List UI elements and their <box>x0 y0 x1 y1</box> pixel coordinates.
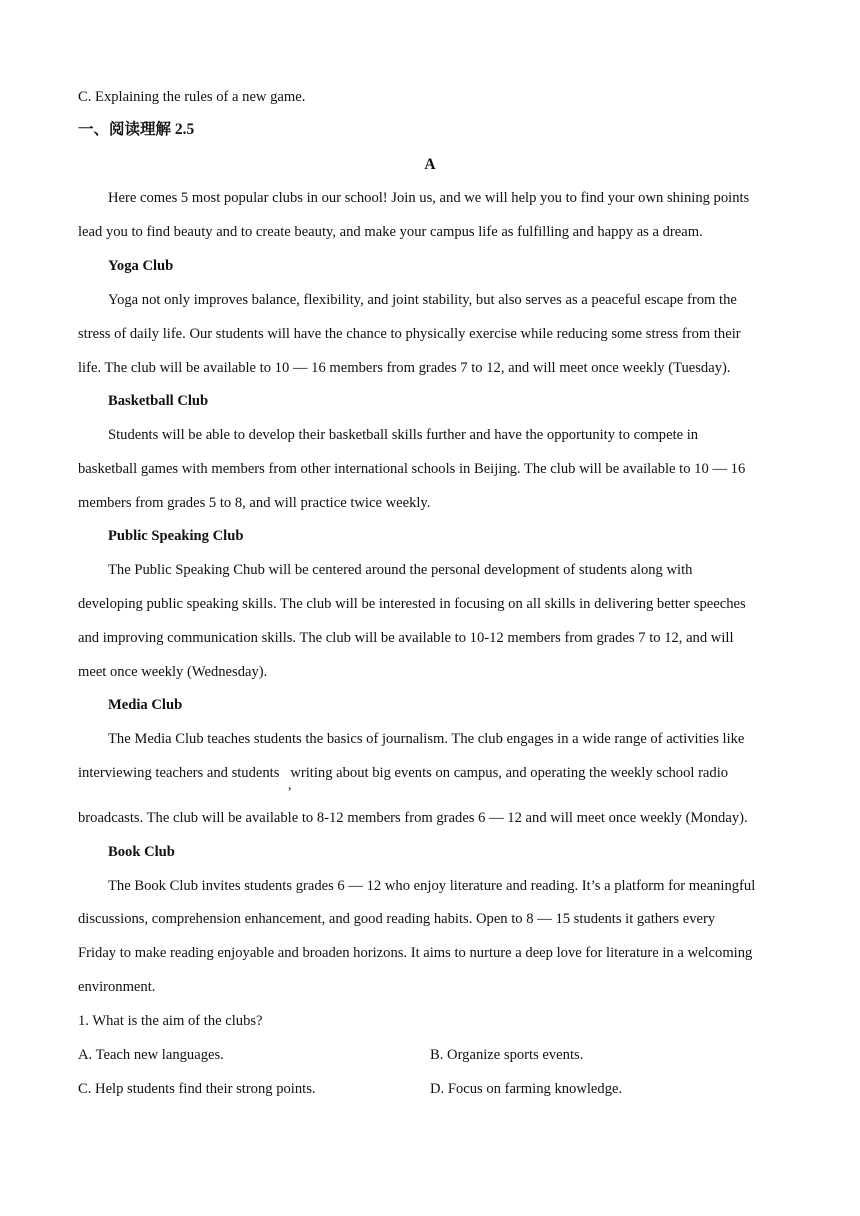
club-description-line: Students will be able to develop their basketball skills further and have the opportunity to compete in <box>108 427 699 443</box>
club-description-line: discussions, comprehension enhancement, and good reading habits. Open to 8 — 15 students it gathers every <box>78 911 716 927</box>
club-title: Yoga Club <box>108 258 174 274</box>
answer-option-a: A. Teach new languages. <box>78 1047 224 1063</box>
passage-letter: A <box>424 156 436 173</box>
intro-line: lead you to find beauty and to create beauty, and make your campus life as fulfilling and happy as a dream. <box>78 224 703 240</box>
question-stem: 1. What is the aim of the clubs? <box>78 1013 263 1029</box>
club-title: Basketball Club <box>108 393 209 409</box>
previous-option-c: C. Explaining the rules of a new game. <box>78 89 306 105</box>
club-description-line: environment. <box>78 979 156 995</box>
club-description-line: Friday to make reading enjoyable and broaden horizons. It aims to nurture a deep love for literature in a welcoming <box>78 945 753 961</box>
intro-line: Here comes 5 most popular clubs in our school! Join us, and we will help you to find your own shining points <box>108 190 750 206</box>
club-description-line: stress of daily life. Our students will have the chance to physically exercise while reducing some stress from their <box>78 326 741 342</box>
club-description-line: life. The club will be available to 10 — 16 members from grades 7 to 12, and will meet once weekly (Tuesday). <box>78 360 731 376</box>
club-title: Media Club <box>108 697 183 713</box>
club-description-line: members from grades 5 to 8, and will practice twice weekly. <box>78 495 431 511</box>
club-title: Book Club <box>108 844 175 860</box>
club-description-line: broadcasts. The club will be available to 8-12 members from grades 6 — 12 and will meet once weekly (Monday). <box>78 810 748 826</box>
section-heading: 一、阅读理解 2.5 <box>78 121 195 138</box>
club-description-line: The Media Club teaches students the basics of journalism. The club engages in a wide range of activities like <box>108 731 745 747</box>
answer-option-c: C. Help students find their strong points. <box>78 1081 316 1097</box>
club-description-line: The Public Speaking Chub will be centered around the personal development of students along with <box>108 562 693 578</box>
club-description-line: meet once weekly (Wednesday). <box>78 664 268 680</box>
club-description-line: developing public speaking skills. The club will be interested in focusing on all skills in delivering better speeches <box>78 596 746 612</box>
club-description-line: and improving communication skills. The club will be available to 10-12 members from grades 7 to 12, and will <box>78 630 734 646</box>
club-description-line: basketball games with members from other international schools in Beijing. The club will be available to 10 — 16 <box>78 461 746 477</box>
club-title: Public Speaking Club <box>108 528 244 544</box>
answer-option-b: B. Organize sports events. <box>430 1047 584 1063</box>
club-description-line: Yoga not only improves balance, flexibility, and joint stability, but also serves as a peaceful escape from the <box>108 292 737 308</box>
answer-option-d: D. Focus on farming knowledge. <box>430 1081 623 1097</box>
club-description-line: interviewing teachers and students writing about big events on campus, and operating the weekly school radio <box>78 765 729 781</box>
stray-comma-mark: , <box>288 778 292 793</box>
club-description-line: The Book Club invites students grades 6 — 12 who enjoy literature and reading. It’s a platform for meaningful <box>108 878 756 894</box>
